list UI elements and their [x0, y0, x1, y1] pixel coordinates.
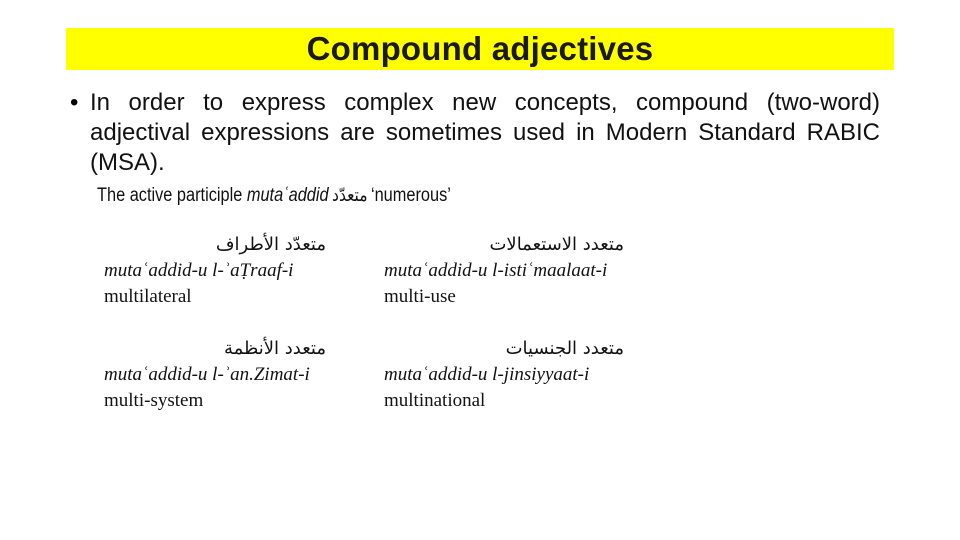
example-entry [104, 232, 326, 310]
bullet-item [70, 88, 880, 178]
entry-arabic: متعدّد الأطراف [215, 234, 326, 255]
subheading-transliteration: mutaʿaddid [246, 185, 329, 206]
entry-gloss: multi-use [384, 286, 456, 307]
entry-gloss: multilateral [104, 286, 192, 307]
slide-title: Compound adjectives [306, 30, 654, 67]
bullet-marker: • [70, 89, 79, 116]
entry-arabic: متعدد الجنسيات [505, 338, 624, 359]
example-entry [104, 336, 326, 414]
example-entry [384, 232, 624, 310]
entry-transliteration: mutaʿaddid-u l-jinsiyyaat-i [384, 364, 590, 385]
entry-transliteration: mutaʿaddid-u l-istiʿmaalaat-i [384, 260, 608, 281]
subheading-prefix: The active participle [97, 185, 247, 206]
bullet-text: In order to express complex new concepts, compound (two-word) adjectival expressions are sometimes used in Modern Standard RABIC (MSA). [90, 89, 880, 176]
entry-transliteration: mutaʿaddid-u l-ʾaṬraaf-i [104, 260, 294, 281]
entry-gloss: multinational [384, 390, 486, 411]
title-banner [66, 28, 894, 70]
bullet-list [70, 88, 880, 178]
subheading-gloss: ‘numerous’ [370, 185, 451, 206]
example-entry [384, 336, 624, 414]
entry-transliteration: mutaʿaddid-u l-ʾan.Zimat-i [104, 364, 310, 385]
entry-gloss: multi-system [104, 390, 204, 411]
subheading-arabic: متعدّد [332, 185, 368, 206]
example-subheading [97, 184, 451, 208]
entry-arabic: متعدد الاستعمالات [489, 234, 624, 255]
entry-arabic: متعدد الأنظمة [223, 338, 326, 359]
